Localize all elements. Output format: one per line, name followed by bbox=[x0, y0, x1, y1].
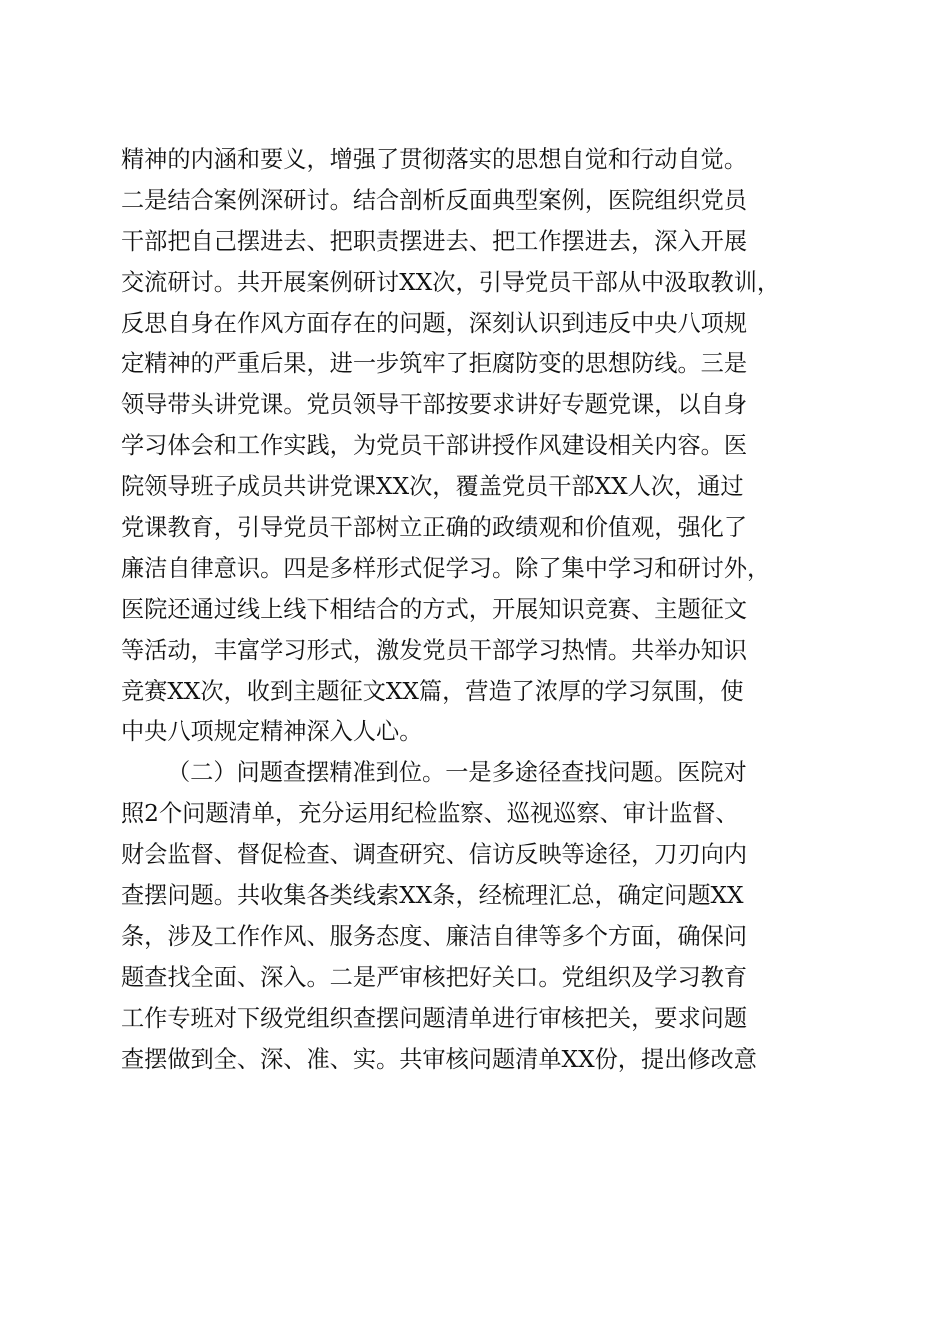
text-line: 等活动，丰富学习形式，激发党员干部学习热情。共举办知识 bbox=[121, 636, 748, 664]
text-line: 精神的内涵和要义，增强了贯彻落实的思想自觉和行动自觉。 bbox=[121, 146, 748, 173]
text-line: 学习体会和工作实践，为党员干部讲授作风建设相关内容。医 bbox=[121, 432, 748, 460]
text-line: 工作专班对下级党组织查摆问题清单进行审核把关，要求问题 bbox=[121, 1004, 748, 1032]
text-line: 反思自身在作风方面存在的问题，深刻认识到违反中央八项规 bbox=[121, 309, 748, 337]
text-line: 党课教育，引导党员干部树立正确的政绩观和价值观，强化了 bbox=[121, 514, 748, 542]
text-line: 干部把自己摆进去、把职责摆进去、把工作摆进去，深入开展 bbox=[121, 227, 748, 255]
text-line: 领导带头讲党课。党员领导干部按要求讲好专题党课，以自身 bbox=[121, 391, 748, 419]
text-line: 医院还通过线上线下相结合的方式，开展知识竞赛、主题征文 bbox=[121, 595, 748, 623]
text-line: 定精神的严重后果，进一步筑牢了拒腐防变的思想防线。三是 bbox=[121, 350, 748, 378]
text-line: 查摆做到全、深、准、实。共审核问题清单XX份，提出修改意 bbox=[121, 1045, 757, 1073]
text-line: 交流研讨。共开展案例研讨XX次，引导党员干部从中汲取教训， bbox=[121, 268, 781, 296]
text-line: 竞赛XX次，收到主题征文XX篇，营造了浓厚的学习氛围，使 bbox=[121, 677, 744, 705]
text-line: 二是结合案例深研讨。结合剖析反面典型案例，医院组织党员 bbox=[121, 186, 748, 214]
text-line: 廉洁自律意识。四是多样形式促学习。除了集中学习和研讨外， bbox=[121, 554, 771, 582]
text-line: 照2个问题清单，充分运用纪检监察、巡视巡察、审计监督、 bbox=[121, 800, 739, 828]
text-line: 查摆问题。共收集各类线索XX条，经梳理汇总，确定问题XX bbox=[121, 882, 744, 910]
text-line: 条，涉及工作作风、服务态度、廉洁自律等多个方面，确保问 bbox=[121, 922, 748, 950]
document-body bbox=[121, 140, 833, 1080]
text-line: 题查找全面、深入。二是严审核把好关口。党组织及学习教育 bbox=[121, 963, 748, 991]
text-line: 院领导班子成员共讲党课XX次，覆盖党员干部XX人次，通过 bbox=[121, 473, 744, 501]
section-heading-line: （二）问题查摆精准到位。一是多途径查找问题。医院对 bbox=[167, 759, 747, 787]
text-line: 中央八项规定精神深入人心。 bbox=[121, 718, 423, 746]
text-line: 财会监督、督促检查、调查研究、信访反映等途径，刀刃向内 bbox=[121, 841, 748, 869]
